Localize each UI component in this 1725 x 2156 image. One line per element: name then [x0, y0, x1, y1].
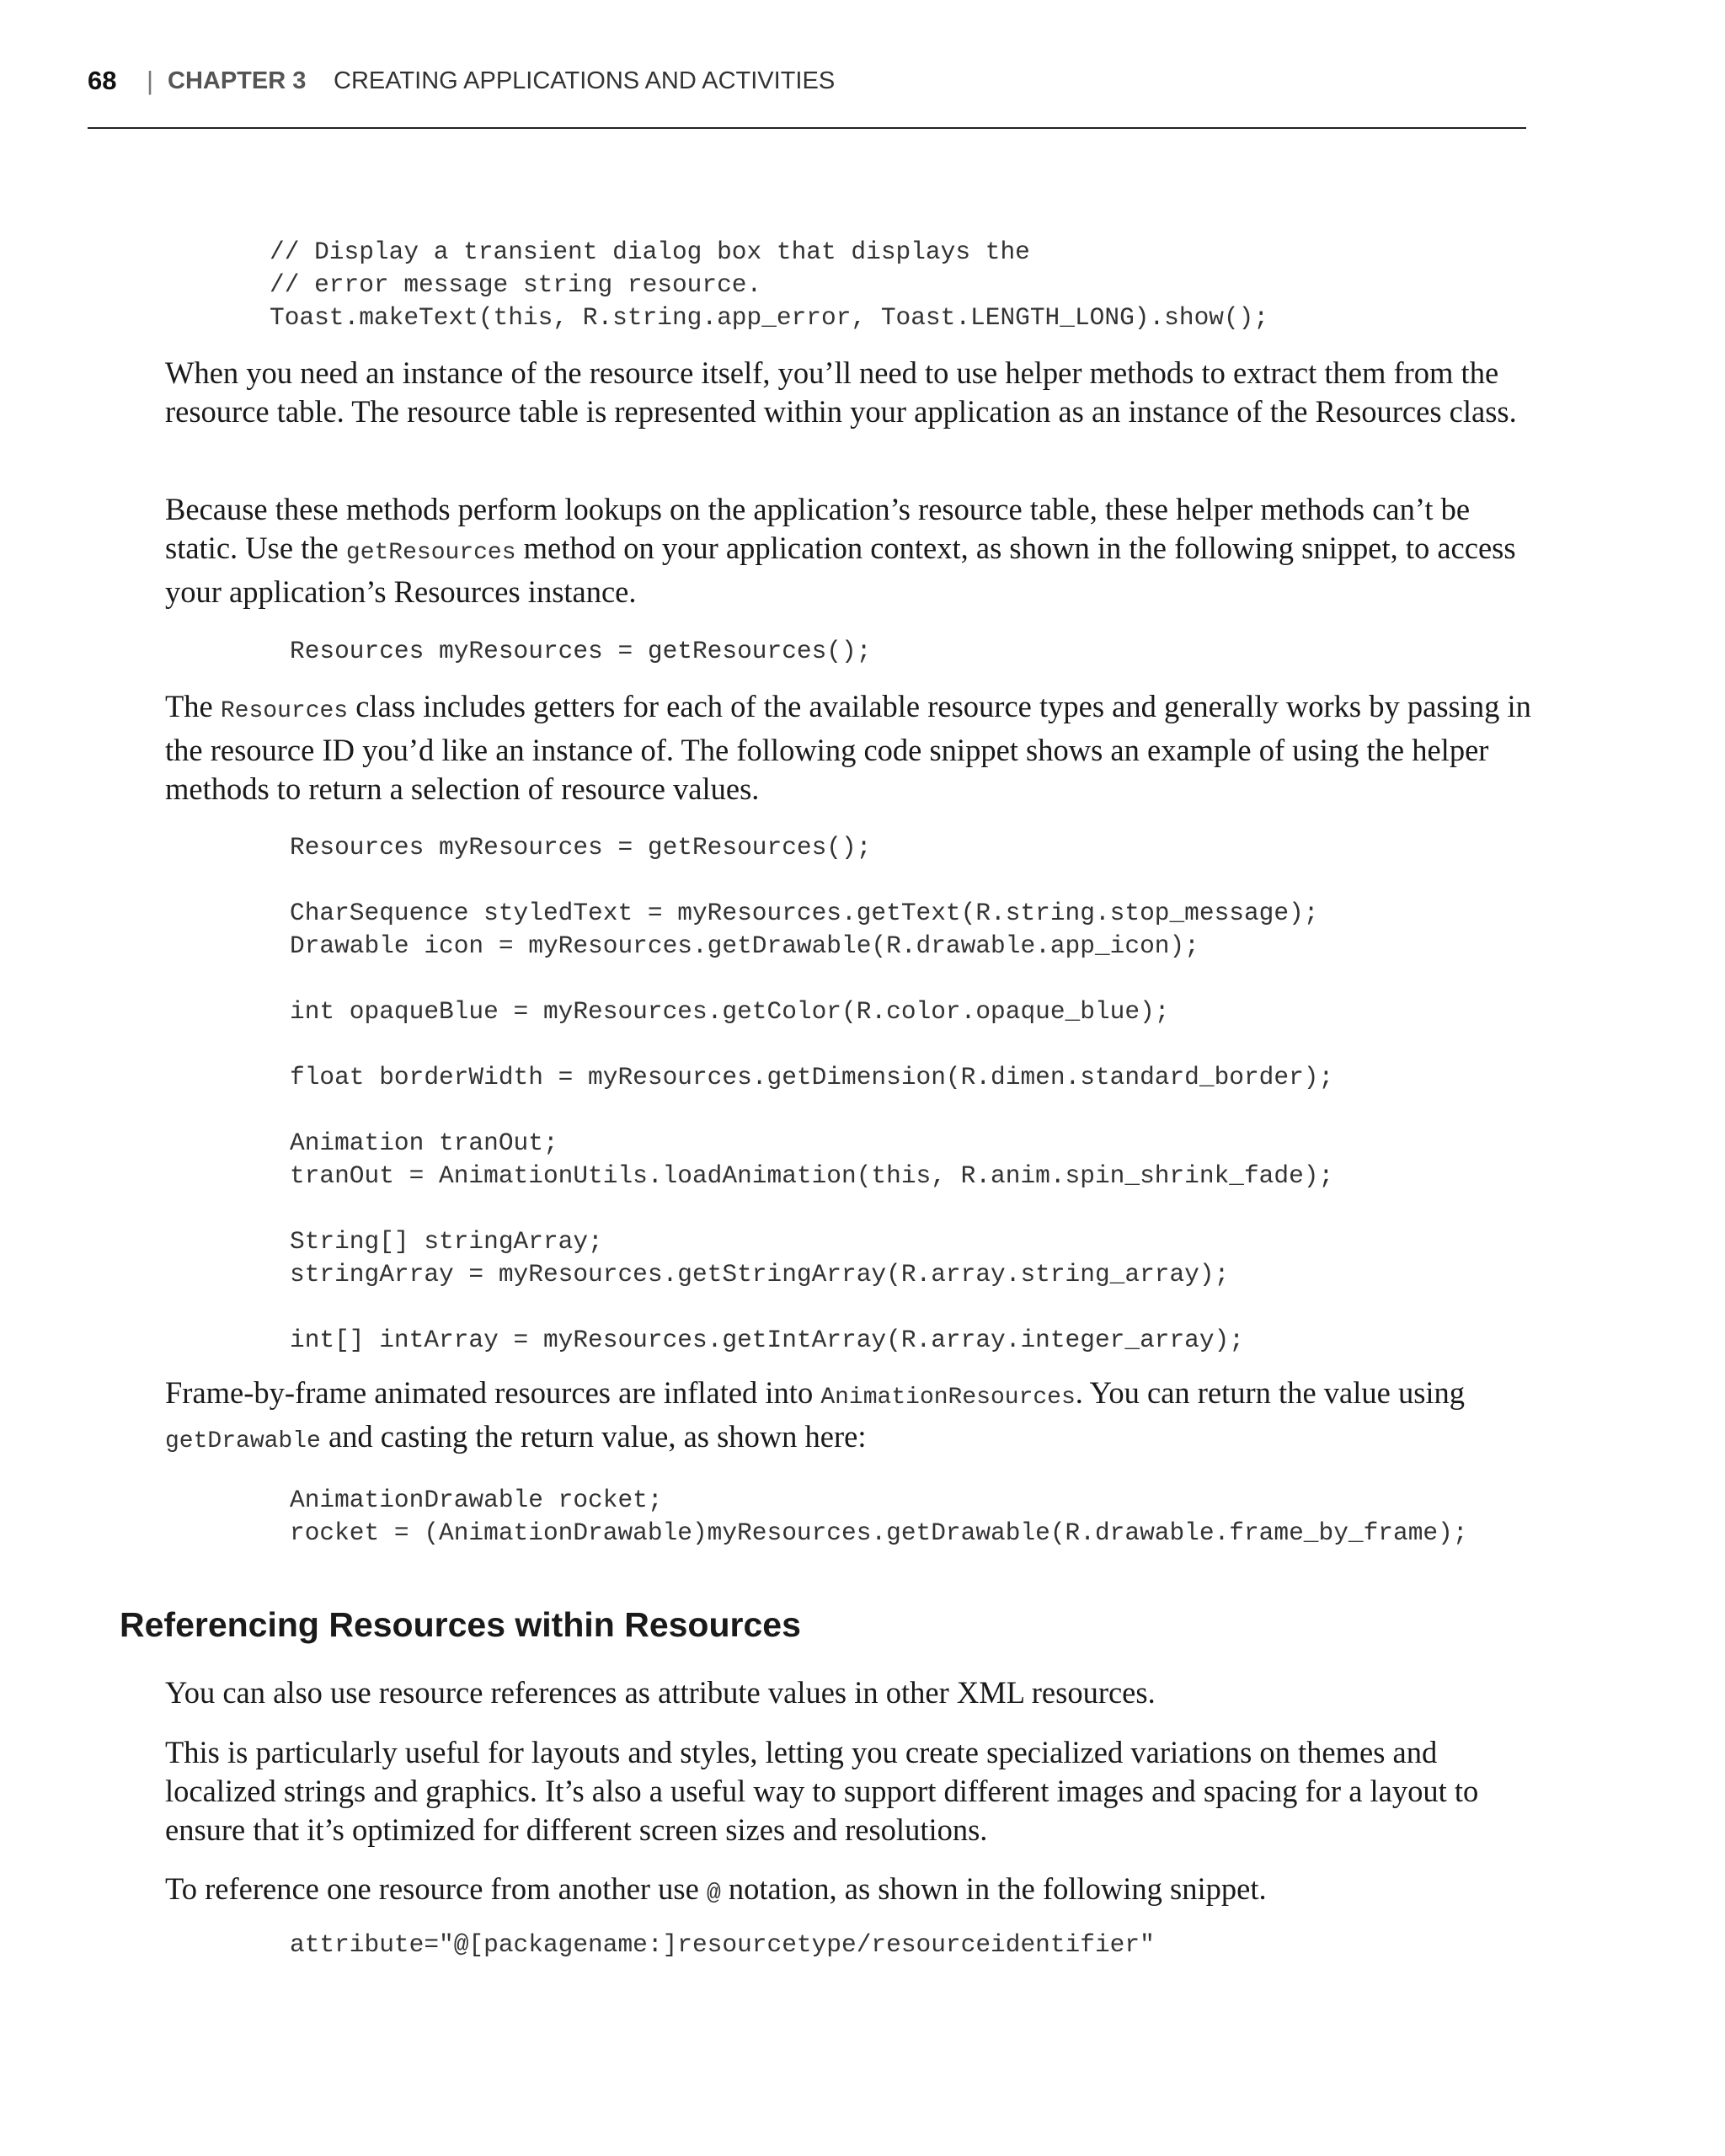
text-segment: Frame-by-frame animated resources are inflated into	[165, 1375, 821, 1410]
section-heading: Referencing Resources within Resources	[120, 1605, 801, 1644]
inline-code: getResources	[345, 540, 516, 566]
chapter-label: CHAPTER 3	[168, 67, 307, 94]
running-header	[88, 66, 1526, 125]
header-rule	[88, 127, 1526, 129]
text-segment: class includes getters for each of the available resource types and generally works by passing in the resource ID you’d like an instance of. The following code snippet shows an example of using the helper methods to return a selection of resource values.	[165, 689, 1531, 806]
header-separator: |	[147, 66, 154, 95]
text-segment: Because these methods perform lookups on the application’s resource table, these helper methods can’t be static. Use the	[165, 492, 1471, 565]
inline-code: getDrawable	[165, 1428, 321, 1454]
inline-code: AnimationResources	[820, 1385, 1076, 1411]
paragraph-at-notation	[165, 1870, 1546, 1913]
paragraph-resource-instance: When you need an instance of the resource itself, you’ll need to use helper methods to extract them from the resource table. The resource table is represented within your application as an instance of the Resources class.	[165, 355, 1517, 429]
code-block-get-resources: Resources myResources = getResources();	[290, 637, 872, 665]
code-block-toast: // Display a transient dialog box that displays the // error message string resource. Toast.makeText(this, R.string.app_error, Toast.LENGTH_LONG).show();	[270, 237, 1269, 332]
code-block-animation-drawable: AnimationDrawable rocket; rocket = (AnimationDrawable)myResources.getDrawable(R.drawable.frame_by_frame);	[290, 1486, 1468, 1547]
text-segment: . You can return the value using	[1075, 1375, 1466, 1410]
chapter-title: CREATING APPLICATIONS AND ACTIVITIES	[334, 67, 836, 94]
text-segment: notation, as shown in the following snippet.	[720, 1871, 1267, 1906]
paragraph-get-resources	[165, 490, 1546, 611]
text-segment: method on your application context, as shown in the following snippet, to access your application’s Resources instance.	[165, 531, 1516, 609]
inline-code: Resources	[220, 698, 349, 724]
paragraph-layouts-styles: This is particularly useful for layouts and styles, letting you create specialized variations on themes and localized strings and graphics. It’s also a useful way to support different images and spacing for a layout to ensure that it’s optimized for different screen sizes and resolutions.	[165, 1735, 1479, 1847]
text-segment: and casting the return value, as shown here:	[320, 1419, 867, 1454]
text-segment: To reference one resource from another use	[165, 1871, 707, 1906]
paragraph-resources-class	[165, 687, 1546, 808]
paragraph-frame-animation	[165, 1374, 1546, 1461]
page-number: 68	[88, 66, 117, 95]
code-block-resource-getters: Resources myResources = getResources(); CharSequence styledText = myResources.getText(R.string.stop_message); Drawable icon = myResources.getDrawable(R.drawable.app_icon); int opaqueBlue = myResources.getColor(R.color.opaque_blue); float borderWidth = myResources.getDimension(R.dimen.standard_border); Animation tranOut; tranOut = AnimationUtils.loadAnimation(this, R.anim.spin_shrink_fade); String[] stringArray; stringArray = myResources.getStringArray(R.array.string_array); int[] intArray = myResources.getIntArray(R.array.integer_array);	[290, 833, 1334, 1354]
paragraph-resource-references: You can also use resource references as attribute values in other XML resources.	[165, 1675, 1156, 1710]
text-segment: The	[165, 689, 221, 723]
inline-code: @	[706, 1881, 721, 1907]
code-block-attribute-syntax: attribute="@[packagename:]resourcetype/resourceidentifier"	[290, 1930, 1155, 1959]
